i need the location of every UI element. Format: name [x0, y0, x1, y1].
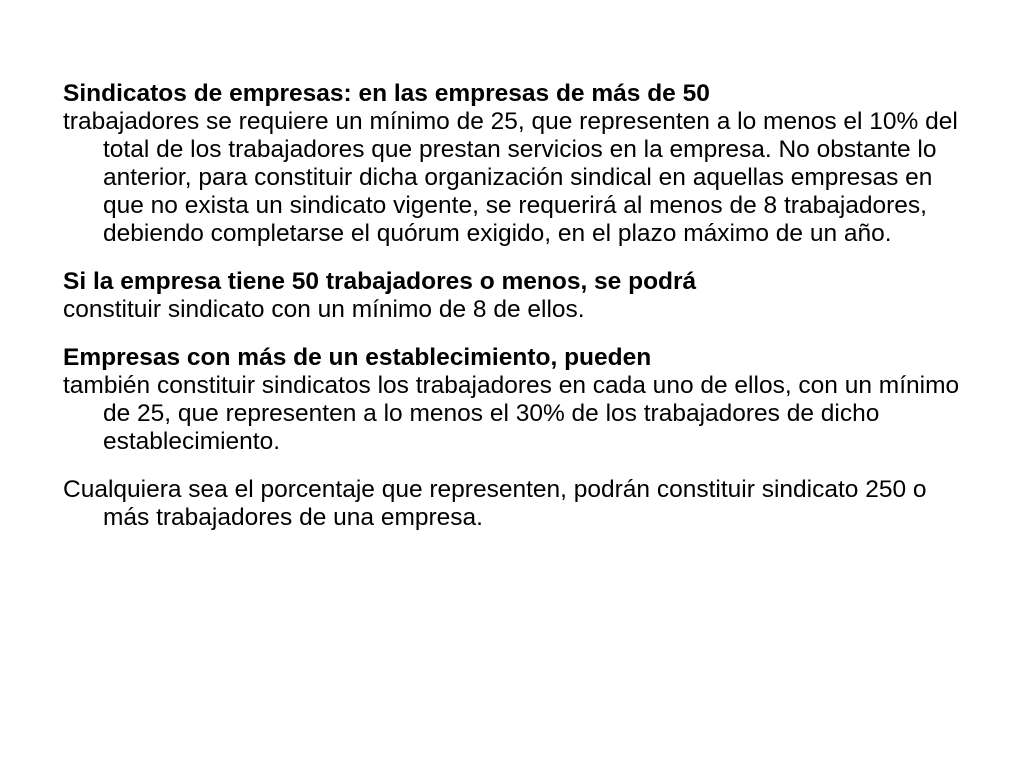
paragraph-body: trabajadores se requiere un mínimo de 25, que representen a lo menos el 10% del total de los trabajadores que prestan servicios en la empresa. No obstante lo anterior, para constituir dicha organización sindical en aquellas empresas en que no exista un sindicato vigente, se requerirá al menos de 8 trabajadores, debiendo completarse el quórum exigido, en el plazo máximo de un año. [63, 108, 958, 247]
paragraph-body: también constituir sindicatos los trabajadores en cada uno de ellos, con un mínimo de 25, que representen a lo menos el 30% de los trabajadores de dicho establecimiento. [63, 372, 960, 455]
paragraph-heading: Empresas con más de un establecimiento, pueden [63, 344, 652, 371]
slide-text-body [63, 80, 973, 552]
paragraph-250-trabajadores [63, 476, 973, 532]
paragraph-body: Cualquiera sea el porcentaje que representen, podrán constituir sindicato 250 o más trabajadores de una empresa. [63, 476, 927, 531]
paragraph-varios-establecimientos [63, 344, 973, 456]
paragraph-empresa-50-o-menos [63, 268, 973, 324]
paragraph-body: constituir sindicato con un mínimo de 8 de ellos. [63, 296, 585, 323]
paragraph-heading: Si la empresa tiene 50 trabajadores o menos, se podrá [63, 268, 697, 295]
paragraph-sindicatos-de-empresas [63, 80, 973, 248]
paragraph-heading: Sindicatos de empresas: en las empresas de más de 50 [63, 80, 710, 107]
